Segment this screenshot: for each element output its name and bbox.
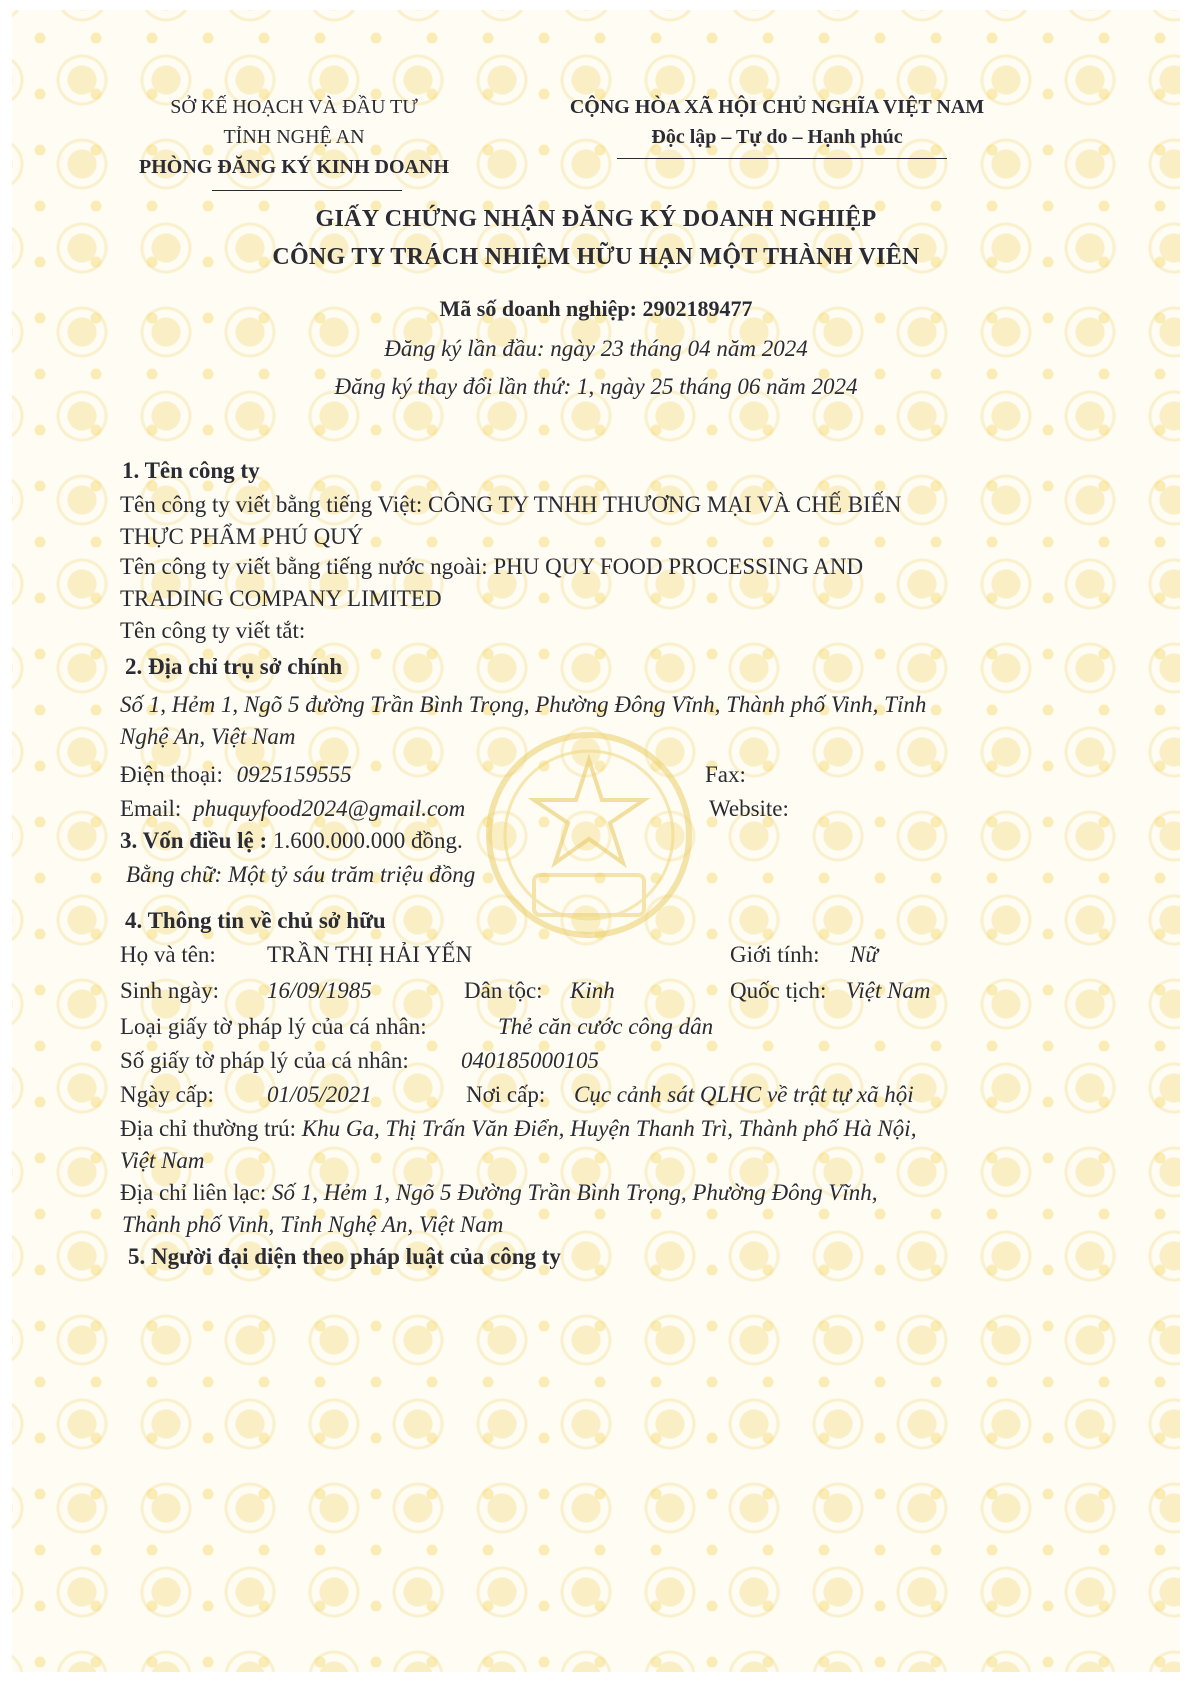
company-name-foreign-label: Tên công ty viết bằng tiếng nước ngoài: <box>120 554 488 579</box>
dob-value: 16/09/1985 <box>267 978 372 1003</box>
company-name-foreign <box>120 552 863 582</box>
phone-label: Điện thoại: <box>120 762 223 787</box>
nationality-label: Quốc tịch: <box>730 978 827 1003</box>
change-registration <box>12 374 1180 400</box>
id-number-label: Số giấy tờ pháp lý của cá nhân: <box>120 1048 409 1073</box>
first-registration <box>12 336 1180 362</box>
national-emblem-watermark <box>474 725 704 945</box>
head-office-address-cont: Nghệ An, Việt Nam <box>120 724 296 749</box>
permanent-address <box>120 1114 916 1144</box>
first-registration-value: ngày 23 tháng 04 năm 2024 <box>550 336 808 361</box>
company-name-short-label: Tên công ty viết tắt: <box>120 618 306 643</box>
enterprise-code-label: Mã số doanh nghiệp: <box>439 296 637 321</box>
issue-place-value: Cục cảnh sát QLHC về trật tự xã hội <box>574 1082 914 1107</box>
permanent-address-value: Khu Ga, Thị Trấn Văn Điển, Huyện Thanh Trì, Thành phố Hà Nội, <box>301 1116 917 1141</box>
capital-in-words <box>126 860 475 890</box>
ethnicity-label: Dân tộc: <box>464 978 543 1003</box>
contact-address <box>120 1178 878 1208</box>
ethnicity-value: Kinh <box>570 978 615 1003</box>
company-name-vn-label: Tên công ty viết bằng tiếng Việt: <box>120 492 423 517</box>
header-right <box>542 92 1012 152</box>
company-name-foreign-cont: TRADING COMPANY LIMITED <box>120 586 442 611</box>
website-label: Website: <box>709 796 789 821</box>
change-registration-label: Đăng ký thay đổi lần thứ: <box>334 374 572 399</box>
company-name-vn-cont: THỰC PHẨM PHÚ QUÝ <box>120 524 364 549</box>
first-registration-label: Đăng ký lần đầu: <box>384 336 545 361</box>
header-left-underline <box>212 190 402 191</box>
document-title: GIẤY CHỨNG NHẬN ĐĂNG KÝ DOANH NGHIỆP <box>315 206 877 232</box>
contact-address-cont: Thành phố Vinh, Tỉnh Nghệ An, Việt Nam <box>122 1212 504 1237</box>
id-type-value: Thẻ căn cước công dân <box>498 1014 714 1039</box>
issuer-province: TỈNH NGHỆ AN <box>223 126 365 148</box>
section2-heading: 2. Địa chỉ trụ sở chính <box>125 654 343 679</box>
header-right-underline <box>617 158 947 159</box>
section3-heading: 3. Vốn điều lệ : <box>120 828 268 853</box>
head-office-address: Số 1, Hẻm 1, Ngõ 5 đường Trần Bình Trọng, Phường Đông Vĩnh, Thành phố Vinh, Tỉnh <box>120 692 927 717</box>
owner-name-value: TRẦN THỊ HẢI YẾN <box>267 942 473 967</box>
section4-heading: 4. Thông tin về chủ sở hữu <box>125 908 386 933</box>
issue-place-label: Nơi cấp: <box>466 1082 546 1107</box>
enterprise-code <box>12 296 1180 322</box>
phone-row <box>120 760 352 790</box>
document-subtitle: CÔNG TY TRÁCH NHIỆM HỮU HẠN MỘT THÀNH VIÊN <box>272 244 920 270</box>
header-left <box>108 92 480 182</box>
company-name-vn-value: CÔNG TY TNHH THƯƠNG MẠI VÀ CHẾ BIẾN <box>427 492 902 517</box>
gender-label: Giới tính: <box>730 942 820 967</box>
enterprise-code-value: 2902189477 <box>642 296 753 321</box>
email-row <box>120 794 465 824</box>
permanent-address-label: Địa chỉ thường trú: <box>120 1116 297 1141</box>
national-name: CỘNG HÒA XÃ HỘI CHỦ NGHĨA VIỆT NAM <box>569 96 985 118</box>
owner-name-label: Họ và tên: <box>120 942 216 967</box>
contact-address-value: Số 1, Hẻm 1, Ngõ 5 Đường Trần Bình Trọng, Phường Đông Vĩnh, <box>272 1180 878 1205</box>
dob-label: Sinh ngày: <box>120 978 220 1003</box>
section1-heading: 1. Tên công ty <box>122 458 260 483</box>
certificate-page <box>12 10 1180 1672</box>
contact-address-label: Địa chỉ liên lạc: <box>120 1180 267 1205</box>
issue-date-value: 01/05/2021 <box>267 1082 372 1107</box>
change-registration-value: 1, ngày 25 tháng 06 năm 2024 <box>577 374 858 399</box>
nationality-value: Việt Nam <box>846 978 931 1003</box>
charter-capital-value: 1.600.000.000 đồng. <box>272 828 463 853</box>
issuer-office: PHÒNG ĐĂNG KÝ KINH DOANH <box>139 156 449 178</box>
email-label: Email: <box>120 796 182 821</box>
phone-value: 0925159555 <box>236 762 352 787</box>
company-name-vn <box>120 490 901 520</box>
issue-date-label: Ngày cấp: <box>120 1082 214 1107</box>
charter-capital <box>120 826 463 856</box>
section5-heading: 5. Người đại diện theo pháp luật của công ty <box>128 1244 561 1269</box>
capital-in-words-value: Một tỷ sáu trăm triệu đồng <box>227 862 476 887</box>
capital-in-words-label: Bằng chữ: <box>126 862 223 887</box>
email-value: phuquyfood2024@gmail.com <box>193 796 466 821</box>
national-motto: Độc lập – Tự do – Hạnh phúc <box>651 126 903 148</box>
fax-label: Fax: <box>705 762 746 787</box>
company-name-foreign-value: PHU QUY FOOD PROCESSING AND <box>493 554 864 579</box>
issuer-department: SỞ KẾ HOẠCH VÀ ĐẦU TƯ <box>170 96 418 118</box>
permanent-address-cont: Việt Nam <box>120 1148 205 1173</box>
gender-value: Nữ <box>850 942 878 967</box>
id-type-label: Loại giấy tờ pháp lý của cá nhân: <box>120 1014 427 1039</box>
id-number-value: 040185000105 <box>461 1048 599 1073</box>
